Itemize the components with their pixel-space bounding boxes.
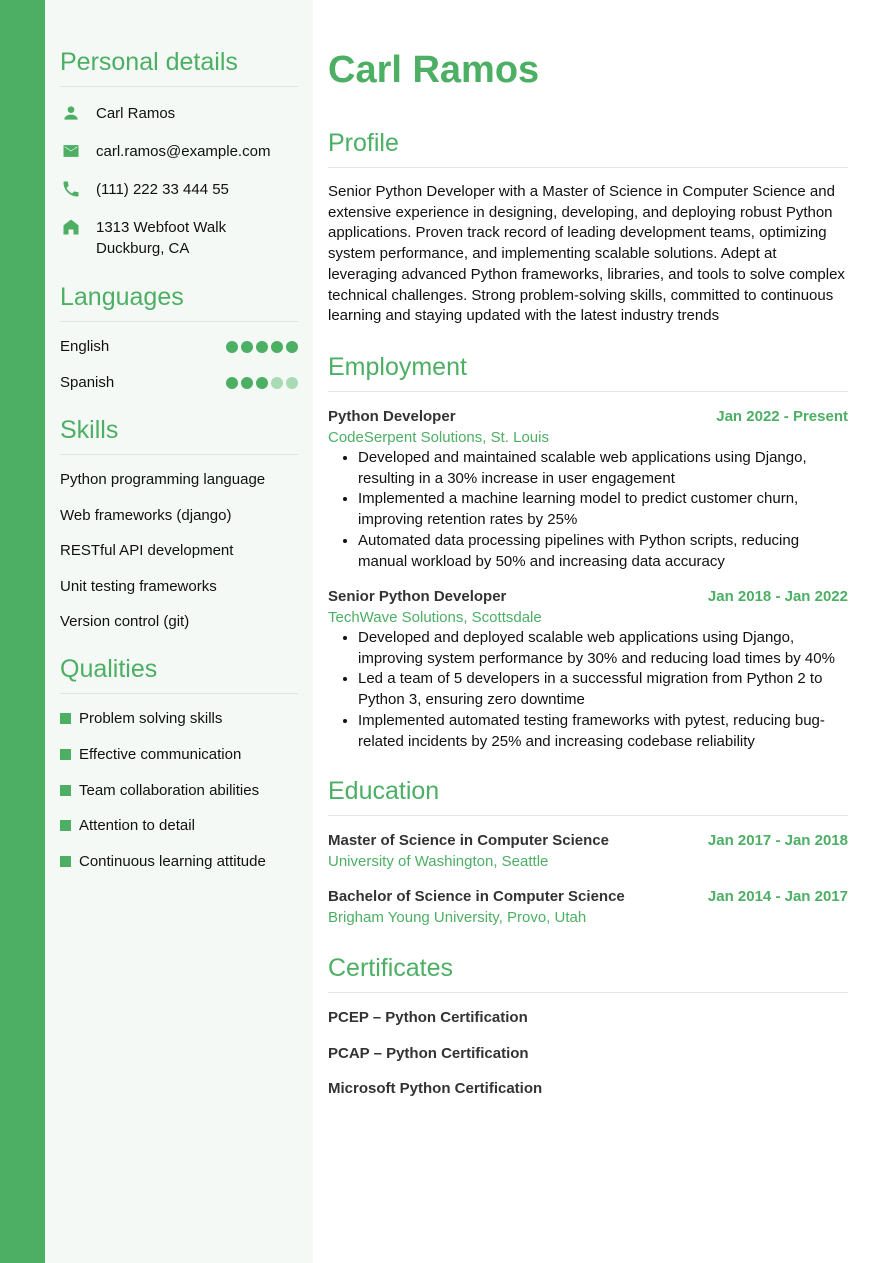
profile-heading: Profile <box>328 129 399 157</box>
certificate-item: PCAP – Python Certification <box>328 1045 529 1062</box>
personal-address <box>96 217 226 259</box>
skills-heading: Skills <box>60 416 119 444</box>
accent-stripe <box>0 0 45 1263</box>
qualities-list <box>60 708 298 871</box>
personal-phone-row <box>60 179 298 200</box>
job-bullet: • Led a team of 5 developers in a successful migration from Python 2 to Python 3, ensuring zero downtime <box>358 669 848 710</box>
person-icon <box>60 103 82 123</box>
job-bullet: • Developed and deployed scalable web applications using Django, improving system performance by 30% and reducing load times by 40% <box>358 628 848 669</box>
job-entry <box>328 406 848 572</box>
language-name: Spanish <box>60 374 115 391</box>
certificate-item: Microsoft Python Certification <box>328 1080 543 1097</box>
candidate-name: Carl Ramos <box>328 49 540 91</box>
level-dot-filled <box>241 377 253 389</box>
square-bullet-icon <box>60 713 71 724</box>
education-heading: Education <box>328 777 440 805</box>
education-school: Brigham Young University, Provo, Utah <box>328 909 587 926</box>
languages-heading: Languages <box>60 283 184 311</box>
level-dot-empty <box>286 377 298 389</box>
square-bullet-icon <box>60 820 71 831</box>
square-bullet-icon <box>60 749 71 760</box>
home-icon <box>60 217 82 237</box>
skill-item: RESTful API development <box>60 542 234 560</box>
personal-phone[interactable]: (111) 222 33 444 55 <box>96 181 229 198</box>
personal-name: Carl Ramos <box>96 105 176 122</box>
level-dot-filled <box>241 341 253 353</box>
level-dot-filled <box>226 377 238 389</box>
skill-item: Python programming language <box>60 471 266 488</box>
quality-item <box>60 815 298 836</box>
divider <box>60 693 298 694</box>
language-row <box>60 372 298 393</box>
qualities-heading: Qualities <box>60 655 158 684</box>
language-row <box>60 336 298 357</box>
level-dot-filled <box>226 341 238 353</box>
quality-item <box>60 780 298 801</box>
employment-heading: Employment <box>328 353 467 381</box>
education-entry <box>328 830 848 872</box>
certificate-item: PCEP – Python Certification <box>328 1009 528 1026</box>
quality-label: Attention to detail <box>79 817 195 835</box>
level-dot-filled <box>271 341 283 353</box>
personal-name-row <box>60 103 298 124</box>
divider <box>328 992 848 993</box>
address-line-2: Duckburg, CA <box>96 240 190 257</box>
skill-item: Web frameworks (django) <box>60 506 232 524</box>
job-header <box>328 406 848 427</box>
education-degree: Master of Science in Computer Science <box>328 832 609 849</box>
job-dates: Jan 2018 - Jan 2022 <box>707 588 848 605</box>
personal-details-heading: Personal details <box>60 48 238 76</box>
languages-list <box>60 336 298 393</box>
language-name: English <box>60 338 110 355</box>
divider <box>60 86 298 87</box>
quality-item <box>60 851 298 872</box>
sidebar <box>45 0 313 1263</box>
job-bullet: • Developed and maintained scalable web applications using Django, resulting in a 30% increase in user engagement <box>358 448 848 489</box>
divider <box>328 815 848 816</box>
skill-item: Unit testing frameworks <box>60 577 217 595</box>
personal-email-row <box>60 141 298 162</box>
personal-address-row <box>60 217 298 259</box>
job-header <box>328 586 848 607</box>
education-entry <box>328 886 848 928</box>
quality-label: Continuous learning attitude <box>79 852 266 870</box>
level-dot-filled <box>256 377 268 389</box>
education-dates: Jan 2014 - Jan 2017 <box>707 888 848 905</box>
skills-list <box>60 469 298 632</box>
education-degree: Bachelor of Science in Computer Science <box>328 888 625 905</box>
job-bullets <box>328 448 848 572</box>
job-company: CodeSerpent Solutions, St. Louis <box>328 429 549 446</box>
language-level-dots <box>226 341 298 353</box>
certificates-heading: Certificates <box>328 954 454 982</box>
job-bullet: • Implemented a machine learning model to predict customer churn, improving retention rates by 25% <box>358 489 848 530</box>
personal-email[interactable]: carl.ramos@example.com <box>96 143 271 160</box>
language-level-dots <box>226 377 298 389</box>
job-title: Senior Python Developer <box>328 588 507 605</box>
mail-icon <box>60 141 82 161</box>
job-dates: Jan 2022 - Present <box>716 408 848 425</box>
quality-label: Problem solving skills <box>79 710 223 728</box>
skill-item: Version control (git) <box>60 613 190 631</box>
job-bullet: • Implemented automated testing frameworks with pytest, reducing bug-related incidents by 25% and increasing codebase reliability <box>358 711 848 752</box>
job-bullet: • Automated data processing pipelines with Python scripts, reducing manual workload by 50% and increasing data accuracy <box>358 531 848 572</box>
job-entry <box>328 586 848 752</box>
divider <box>328 167 848 168</box>
quality-label: Effective communication <box>79 745 242 763</box>
divider <box>60 321 298 322</box>
square-bullet-icon <box>60 856 71 867</box>
divider <box>60 454 298 455</box>
education-school: University of Washington, Seattle <box>328 853 549 870</box>
level-dot-filled <box>256 341 268 353</box>
address-line-1: 1313 Webfoot Walk <box>96 219 227 236</box>
level-dot-filled <box>286 341 298 353</box>
level-dot-empty <box>271 377 283 389</box>
education-header <box>328 886 848 907</box>
phone-icon <box>60 179 82 199</box>
quality-item <box>60 708 298 729</box>
education-dates: Jan 2017 - Jan 2018 <box>707 832 848 849</box>
divider <box>328 391 848 392</box>
education-header <box>328 830 848 851</box>
quality-label: Team collaboration abilities <box>79 781 260 799</box>
quality-item <box>60 744 298 765</box>
personal-details-list <box>60 103 298 259</box>
profile-text: Senior Python Developer with a Master of Science in Computer Science and extensive experience in designing, developing, and deploying robust Python applications. Proven track record of leading development teams, optimizing system performance, and implementing scalable solutions. Adept at leveraging advanced Python frameworks, libraries, and tools to solve complex technical challenges. Strong problem-solving skills, committed to continuous learning and staying updated with the latest industry trends <box>328 183 845 325</box>
job-company: TechWave Solutions, Scottsdale <box>328 609 542 626</box>
job-bullets <box>328 628 848 752</box>
job-title: Python Developer <box>328 408 456 425</box>
square-bullet-icon <box>60 785 71 796</box>
